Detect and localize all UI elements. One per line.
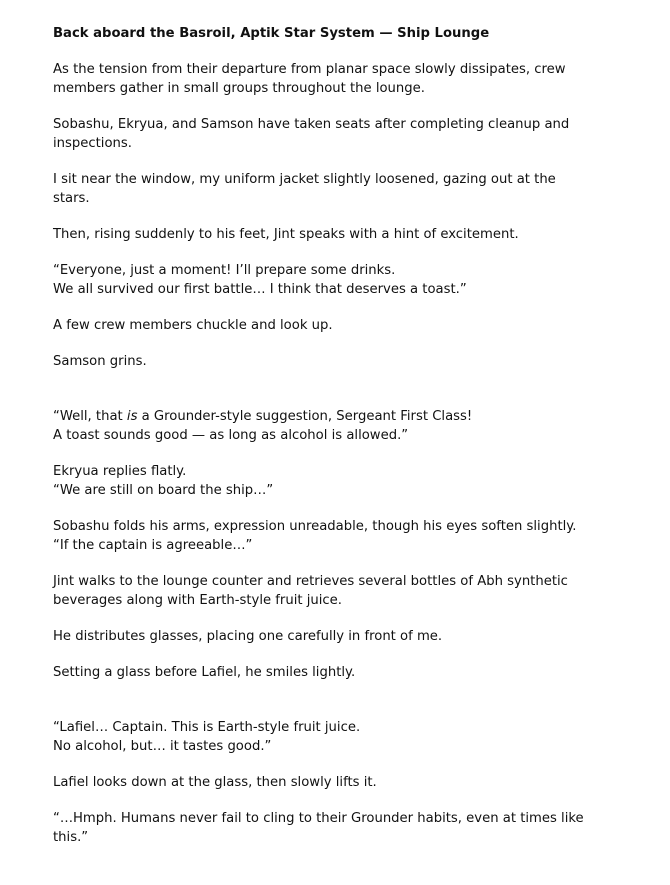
text-line: inspections. bbox=[53, 136, 132, 151]
paragraph-ekryua bbox=[53, 462, 613, 500]
paragraph-jint-to-lafiel bbox=[53, 718, 613, 756]
paragraph-samson-dialogue bbox=[53, 407, 613, 445]
paragraph-lafiel-dialogue bbox=[53, 809, 613, 847]
paragraph-seats bbox=[53, 115, 613, 153]
paragraph-chuckle bbox=[53, 316, 613, 335]
text-line: A toast sounds good — as long as alcohol is allowed.” bbox=[53, 428, 409, 443]
text-run: a Grounder-style suggestion, Sergeant First Class! bbox=[137, 409, 473, 424]
text-line: “If the captain is agreeable…” bbox=[53, 538, 253, 553]
text-line: As the tension from their departure from planar space slowly dissipates, crew bbox=[53, 62, 566, 77]
paragraph-jint-dialogue bbox=[53, 261, 613, 299]
text-line: Then, rising suddenly to his feet, Jint speaks with a hint of excitement. bbox=[53, 227, 519, 242]
paragraph-counter bbox=[53, 572, 613, 610]
italic-emphasis: is bbox=[126, 409, 138, 424]
text-run: “Well, that bbox=[53, 409, 127, 424]
text-line: “Everyone, just a moment! I’ll prepare some drinks. bbox=[53, 263, 396, 278]
text-line: “Lafiel… Captain. This is Earth-style fruit juice. bbox=[53, 720, 361, 735]
text-line: Ekryua replies flatly. bbox=[53, 464, 187, 479]
text-line: He distributes glasses, placing one carefully in front of me. bbox=[53, 629, 443, 644]
text-line: Sobashu folds his arms, expression unreadable, though his eyes soften slightly. bbox=[53, 519, 577, 534]
text-line: beverages along with Earth-style fruit juice. bbox=[53, 593, 342, 608]
paragraph-samson-grins bbox=[53, 352, 613, 371]
text-line: I sit near the window, my uniform jacket slightly loosened, gazing out at the bbox=[53, 172, 556, 187]
text-line: Samson grins. bbox=[53, 354, 147, 369]
text-line: stars. bbox=[53, 191, 90, 206]
document-page bbox=[53, 24, 613, 864]
paragraph-jint-rises bbox=[53, 225, 613, 244]
text-line bbox=[53, 407, 613, 426]
text-line: “We are still on board the ship…” bbox=[53, 483, 274, 498]
text-line: A few crew members chuckle and look up. bbox=[53, 318, 333, 333]
text-line: “…Hmph. Humans never fail to cling to their Grounder habits, even at times like bbox=[53, 811, 584, 826]
text-line: Setting a glass before Lafiel, he smiles lightly. bbox=[53, 665, 356, 680]
text-line: members gather in small groups throughout the lounge. bbox=[53, 81, 425, 96]
text-line: Jint walks to the lounge counter and retrieves several bottles of Abh synthetic bbox=[53, 574, 568, 589]
text-line: this.” bbox=[53, 830, 89, 845]
text-line: Lafiel looks down at the glass, then slowly lifts it. bbox=[53, 775, 377, 790]
paragraph-sobashu bbox=[53, 517, 613, 555]
paragraph-lafiel-glass bbox=[53, 663, 613, 682]
paragraph-window bbox=[53, 170, 613, 208]
paragraph-glasses bbox=[53, 627, 613, 646]
scene-heading: Back aboard the Basroil, Aptik Star System — Ship Lounge bbox=[53, 26, 490, 41]
text-line: We all survived our first battle… I think that deserves a toast.” bbox=[53, 282, 467, 297]
paragraph-tension bbox=[53, 60, 613, 98]
paragraph-lafiel-lifts bbox=[53, 773, 613, 792]
text-line: No alcohol, but… it tastes good.” bbox=[53, 739, 272, 754]
text-line: Sobashu, Ekryua, and Samson have taken seats after completing cleanup and bbox=[53, 117, 570, 132]
